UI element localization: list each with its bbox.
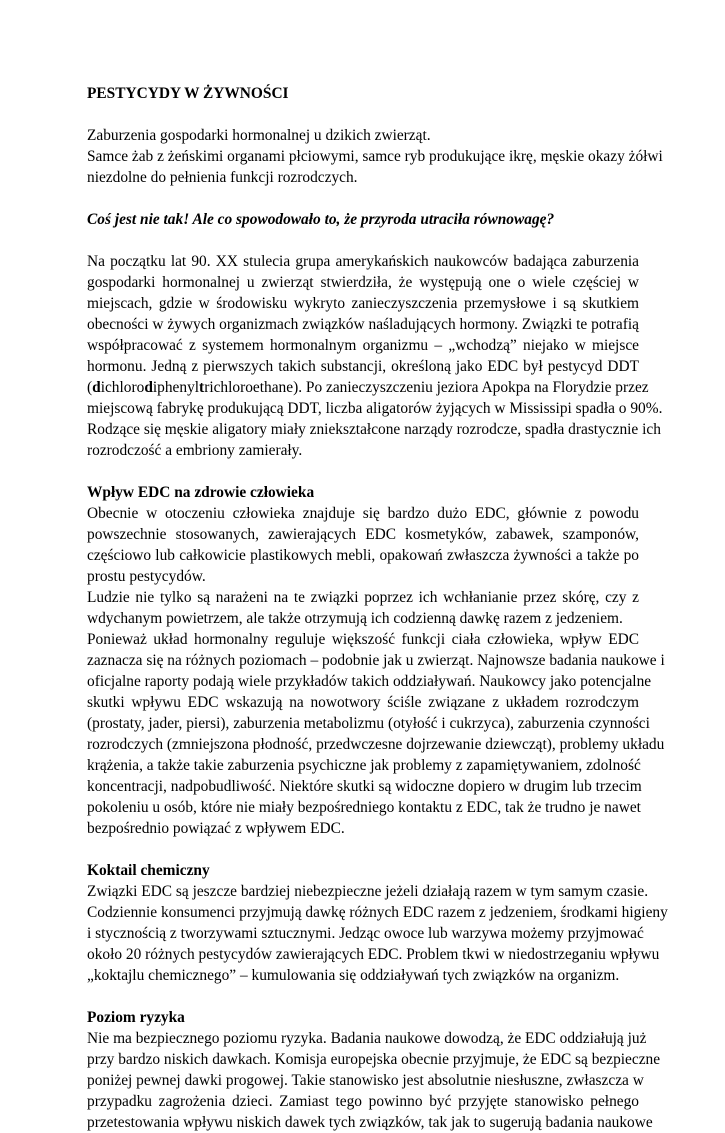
cocktail-section <box>87 860 668 986</box>
ddt-fragment: iphenyl <box>152 379 200 396</box>
health-line: prostu pestycydów. <box>87 568 206 585</box>
history-line: hormonu. Jedną z pierwszych takich substancji, określoną jako EDC był pestycyd DDT <box>87 358 639 375</box>
history-line: miejscach, gdzie w środowisku wykryto zanieczyszczenia przemysłowe i są skutkiem <box>87 295 639 312</box>
cocktail-line: Codziennie konsumenci przyjmują dawkę różnych EDC razem z jedzeniem, środkami higieny <box>87 904 668 921</box>
health-line: oficjalne raporty podają wiele przykładów takich oddziaływań. Naukowcy jako potencjalne <box>87 673 652 690</box>
intro-paragraph <box>87 125 663 188</box>
history-ddt-line <box>87 377 649 398</box>
risk-line: poniżej pewnej dawki progowej. Takie stanowisko jest absolutnie niesłuszne, zwłaszcza w <box>87 1072 644 1089</box>
ddt-letter-d: d <box>92 379 101 396</box>
history-line: rozrodczość a embriony zamierały. <box>87 442 303 459</box>
health-line: powszechnie stosowanych, zawierających EDC kosmetyków, zabawek, szamponów, <box>87 526 639 543</box>
health-line: pokoleniu u osób, które nie miały bezpośredniego kontaktu z EDC, tak że trudno je nawet <box>87 799 641 816</box>
health-line: Ludzie nie tylko są narażeni na te związki poprzez ich wchłanianie przez skórę, czy z <box>87 589 639 606</box>
ddt-open-paren: ( <box>87 379 93 396</box>
intro-line: Samce żab z żeńskimi organami płciowymi, samce ryb produkujące ikrę, męskie okazy żółwi <box>87 148 663 165</box>
health-section <box>87 482 665 839</box>
ddt-letter-t: t <box>199 379 205 396</box>
ddt-letter-d: d <box>144 379 153 396</box>
health-line: rozrodczych (zmniejszona płodność, przedwczesne dojrzewanie dziewcząt), problemy układu <box>87 736 665 753</box>
section-heading: Poziom ryzyka <box>87 1009 185 1026</box>
risk-line: przetestowania wpływu niskich dawek tych związków, tak jak to sugerują badania naukowe <box>87 1114 653 1131</box>
ddt-fragment: ichloro <box>100 379 145 396</box>
cocktail-line: „koktajlu chemicznego” – kumulowania się oddziaływań tych związków na organizm. <box>87 967 620 984</box>
risk-section <box>87 1007 661 1133</box>
health-line: bezpośrednio powiązać z wpływem EDC. <box>87 820 345 837</box>
health-paragraph-2 <box>87 587 639 629</box>
history-line: Rodzące się męskie aligatory miały zniekształcone narządy rozrodcze, spadła drastycznie ich <box>87 421 661 438</box>
history-line: Na początku lat 90. XX stulecia grupa amerykańskich naukowców badająca zaburzenia <box>87 253 639 270</box>
health-line: wdychanym powietrzem, ale także otrzymują ich codzienną dawkę razem z jedzeniem. <box>87 610 623 627</box>
section-heading: Koktail chemiczny <box>87 862 210 879</box>
question-heading: Coś jest nie tak! Ale co spowodowało to, że przyroda utraciła równowagę? <box>87 211 555 228</box>
document-page <box>87 83 668 1133</box>
health-paragraph-1 <box>87 503 639 587</box>
cocktail-line: i stycznością z tworzywami sztucznymi. Jedząc owoce lub warzywa możemy przyjmować <box>87 925 644 942</box>
risk-line: Nie ma bezpiecznego poziomu ryzyka. Badania naukowe dowodzą, że EDC oddziałują już <box>87 1030 647 1047</box>
risk-line: przy bardzo niskich dawkach. Komisja europejska obecnie przyjmuje, że EDC są bezpieczne <box>87 1051 661 1068</box>
history-line: miejscową fabrykę produkującą DDT, liczba aligatorów żyjących w Mississipi spadła o 90%. <box>87 400 663 417</box>
history-line: obecności w żywych organizmach związków naśladujących hormony. Związki te potrafią <box>87 316 639 333</box>
intro-line: niezdolne do pełnienia funkcji rozrodczych. <box>87 169 358 186</box>
risk-line: przypadku zagrożenia dzieci. Zamiast tego powinno być przyjęte stanowisko pełnego <box>87 1093 639 1110</box>
cocktail-paragraph <box>87 881 668 986</box>
health-paragraph-3 <box>87 629 665 839</box>
ddt-line-rest: ). Po zanieczyszczeniu jeziora Apokpa na Florydzie przez <box>293 379 649 396</box>
section-heading: Wpływ EDC na zdrowie człowieka <box>87 484 315 501</box>
history-paragraph <box>87 251 663 461</box>
ddt-fragment: richloroethane <box>204 379 294 396</box>
history-line: gospodarki hormonalnej u zwierząt stwierdziła, że występują one o wiele częściej w <box>87 274 639 291</box>
health-line: skutki wpływu EDC wskazują na nowotwory ściśle związane z układem rozrodczym <box>87 694 639 711</box>
health-line: Ponieważ układ hormonalny reguluje większość funkcji ciała człowieka, wpływ EDC <box>87 631 639 648</box>
health-line: częściowo lub całkowicie plastikowych mebli, opakowań zwłaszcza żywności a także po <box>87 547 639 564</box>
cocktail-line: Związki EDC są jeszcze bardziej niebezpieczne jeżeli działają razem w tym samym czasie. <box>87 883 649 900</box>
history-line: współpracować z systemem hormonalnym organizmu – „wchodzą” niejako w miejsce <box>87 337 639 354</box>
health-line: zaznacza się na różnych poziomach – podobnie jak u zwierząt. Najnowsze badania naukowe i <box>87 652 665 669</box>
risk-paragraph <box>87 1028 661 1133</box>
health-line: Obecnie w otoczeniu człowieka znajduje się bardzo dużo EDC, głównie z powodu <box>87 505 639 522</box>
cocktail-line: około 20 różnych pestycydów zawierających EDC. Problem tkwi w niedostrzeganiu wpływu <box>87 946 660 963</box>
health-line: (prostaty, jader, piersi), zaburzenia metabolizmu (otyłość i cukrzyca), zaburzenia czynności <box>87 715 650 732</box>
intro-line: Zaburzenia gospodarki hormonalnej u dzikich zwierząt. <box>87 127 431 144</box>
health-line: koncentracji, nadpobudliwość. Niektóre skutki są widoczne dopiero w drugim lub trzecim <box>87 778 642 795</box>
health-line: krążenia, a także takie zaburzenia psychiczne jak problemy z zapamiętywaniem, zdolność <box>87 757 641 774</box>
document-title: PESTYCYDY W ŻYWNOŚCI <box>87 85 289 102</box>
